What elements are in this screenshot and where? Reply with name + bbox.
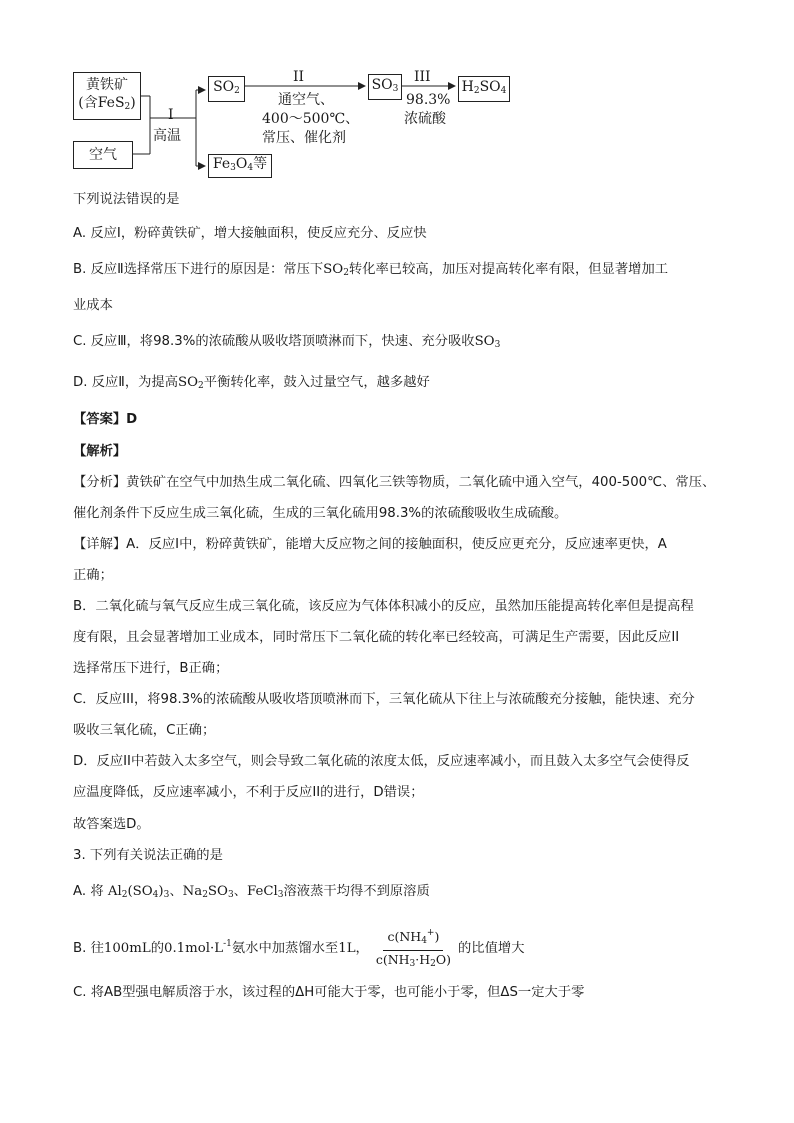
formula-so2: $SO_2$ [178, 375, 204, 391]
fe3o4-box [208, 154, 272, 178]
detail-b-line2: 度有限，且会显著增加工业成本，同时常压下二氧化硫的转化率已经较高，可满足生产需要，因此反应II [73, 630, 680, 645]
step2-roman: II [293, 69, 305, 85]
q2-option-b-line2: 业成本 [73, 298, 113, 313]
detail-c-line1: C．反应III，将98.3%的浓硫酸从吸收塔顶喷淋而下，三氧化硫从下往上与浓硫酸充分接触，能快速、充分 [73, 692, 695, 707]
so2-label: $SO_2$ [213, 79, 240, 96]
step2-condition-3: 常压、催化剂 [262, 130, 346, 146]
pyrite-label: 黄铁矿 [86, 77, 128, 93]
step2-condition-2: 400～500℃、 [262, 111, 360, 127]
detail-b-line3: 选择常压下进行，B正确； [73, 661, 229, 676]
q3-option-c: C. 将AB型强电解质溶于水，该过程的ΔH可能大于零，也可能小于零，但ΔS一定大于零 [73, 985, 585, 1000]
answer-label: 【答案】D [73, 412, 138, 427]
so3-box [368, 74, 402, 100]
air-box [73, 141, 133, 169]
ratio-fraction [372, 925, 455, 972]
formula-fecl3: FeCl$_3$ [246, 884, 284, 900]
step3-roman: III [414, 69, 431, 85]
air-label: 空气 [89, 147, 117, 163]
h2so4-box [458, 76, 510, 102]
step2-condition-1: 通空气、 [278, 92, 334, 108]
analysis-label: 【解析】 [73, 444, 127, 459]
detail-c-line2: 吸收三氧化硫，C正确； [73, 723, 216, 738]
formula-al2so43: $Al_2(SO_4)_3$ [107, 884, 170, 900]
step3-condition-1: 98.3% [406, 92, 451, 108]
q2-stem: 下列说法错误的是 [73, 192, 180, 207]
q2-option-b-line1: B. 反应Ⅱ选择常压下进行的原因是：常压下$SO_2$转化率已较高，加压对提高转化率有限，但显著增加工 [73, 262, 669, 278]
q3-option-a: A. 将 $Al_2(SO_4)_3$、$Na_2SO_3$、FeCl$_3$溶液蒸干均得不到原溶质 [73, 884, 430, 900]
q2-option-c: C. 反应Ⅲ，将98.3%的浓硫酸从吸收塔顶喷淋而下，快速、充分吸收$SO_3$ [73, 334, 501, 350]
detail-a-line2: 正确； [73, 568, 113, 583]
analysis-fenxi-line1: 【分析】黄铁矿在空气中加热生成二氧化硫、四氧化三铁等物质，二氧化硫中通入空气，400-500℃、常压、 [73, 475, 716, 490]
formula-so3: $SO_3$ [474, 334, 501, 350]
q3-stem: 3. 下列有关说法正确的是 [73, 848, 223, 863]
pyrite-formula: (含FeS$_2$) [78, 95, 136, 112]
detail-a-line1: 【详解】A．反应I中，粉碎黄铁矿，能增大反应物之间的接触面积，使反应更充分，反应速率更快，A [73, 537, 667, 552]
formula-na2so3: $Na_2SO_3$ [182, 884, 234, 900]
so2-box [208, 76, 245, 102]
step1-roman: I [168, 107, 174, 123]
q2-option-a: A. 反应Ⅰ，粉碎黄铁矿，增大接触面积，使反应充分、反应快 [73, 226, 427, 241]
q3-option-b: B. 往100mL的$0.1mol\cdot L^{-1}$氨水中加蒸馏水至1L， $\frac{c(NH_4^+)}{c(NH_3\cdot H_2O)}$ 的比值增大 [73, 922, 525, 968]
analysis-fenxi-line2: 催化剂条件下反应生成三氧化硫，生成的三氧化硫用98.3%的浓硫酸吸收生成硫酸。 [73, 506, 568, 521]
conclusion: 故答案选D。 [73, 817, 150, 832]
detail-d-line2: 应温度降低，反应速率减小，不利于反应II的进行，D错误； [73, 785, 424, 800]
concentration: $0.1mol\cdot L^{-1}$ [164, 939, 232, 956]
pyrite-box [73, 72, 141, 120]
fraction-numerator: $c(NH_4^+)$ [383, 925, 443, 951]
detail-b-line1: B．二氧化硫与氧气反应生成三氧化硫，该反应为气体体积减小的反应，虽然加压能提高转化率但是提高程 [73, 599, 694, 614]
step3-condition-2: 浓硫酸 [404, 111, 446, 127]
q2-option-d: D. 反应Ⅱ，为提高$SO_2$平衡转化率，鼓入过量空气，越多越好 [73, 375, 430, 391]
formula-so2: $SO_2$ [323, 262, 349, 278]
h2so4-label: $H_2SO_4$ [461, 79, 507, 96]
fraction-denominator: $c(NH_3\cdot H_2O)$ [375, 951, 452, 969]
detail-d-line1: D．反应II中若鼓入太多空气，则会导致二氧化硫的浓度太低，反应速率减小，而且鼓入太多空气会使得反 [73, 754, 690, 769]
step1-condition: 高温 [153, 128, 181, 144]
fe3o4-label: $Fe_3O_4$等 [212, 156, 268, 173]
so3-label: $SO_3$ [371, 77, 399, 94]
